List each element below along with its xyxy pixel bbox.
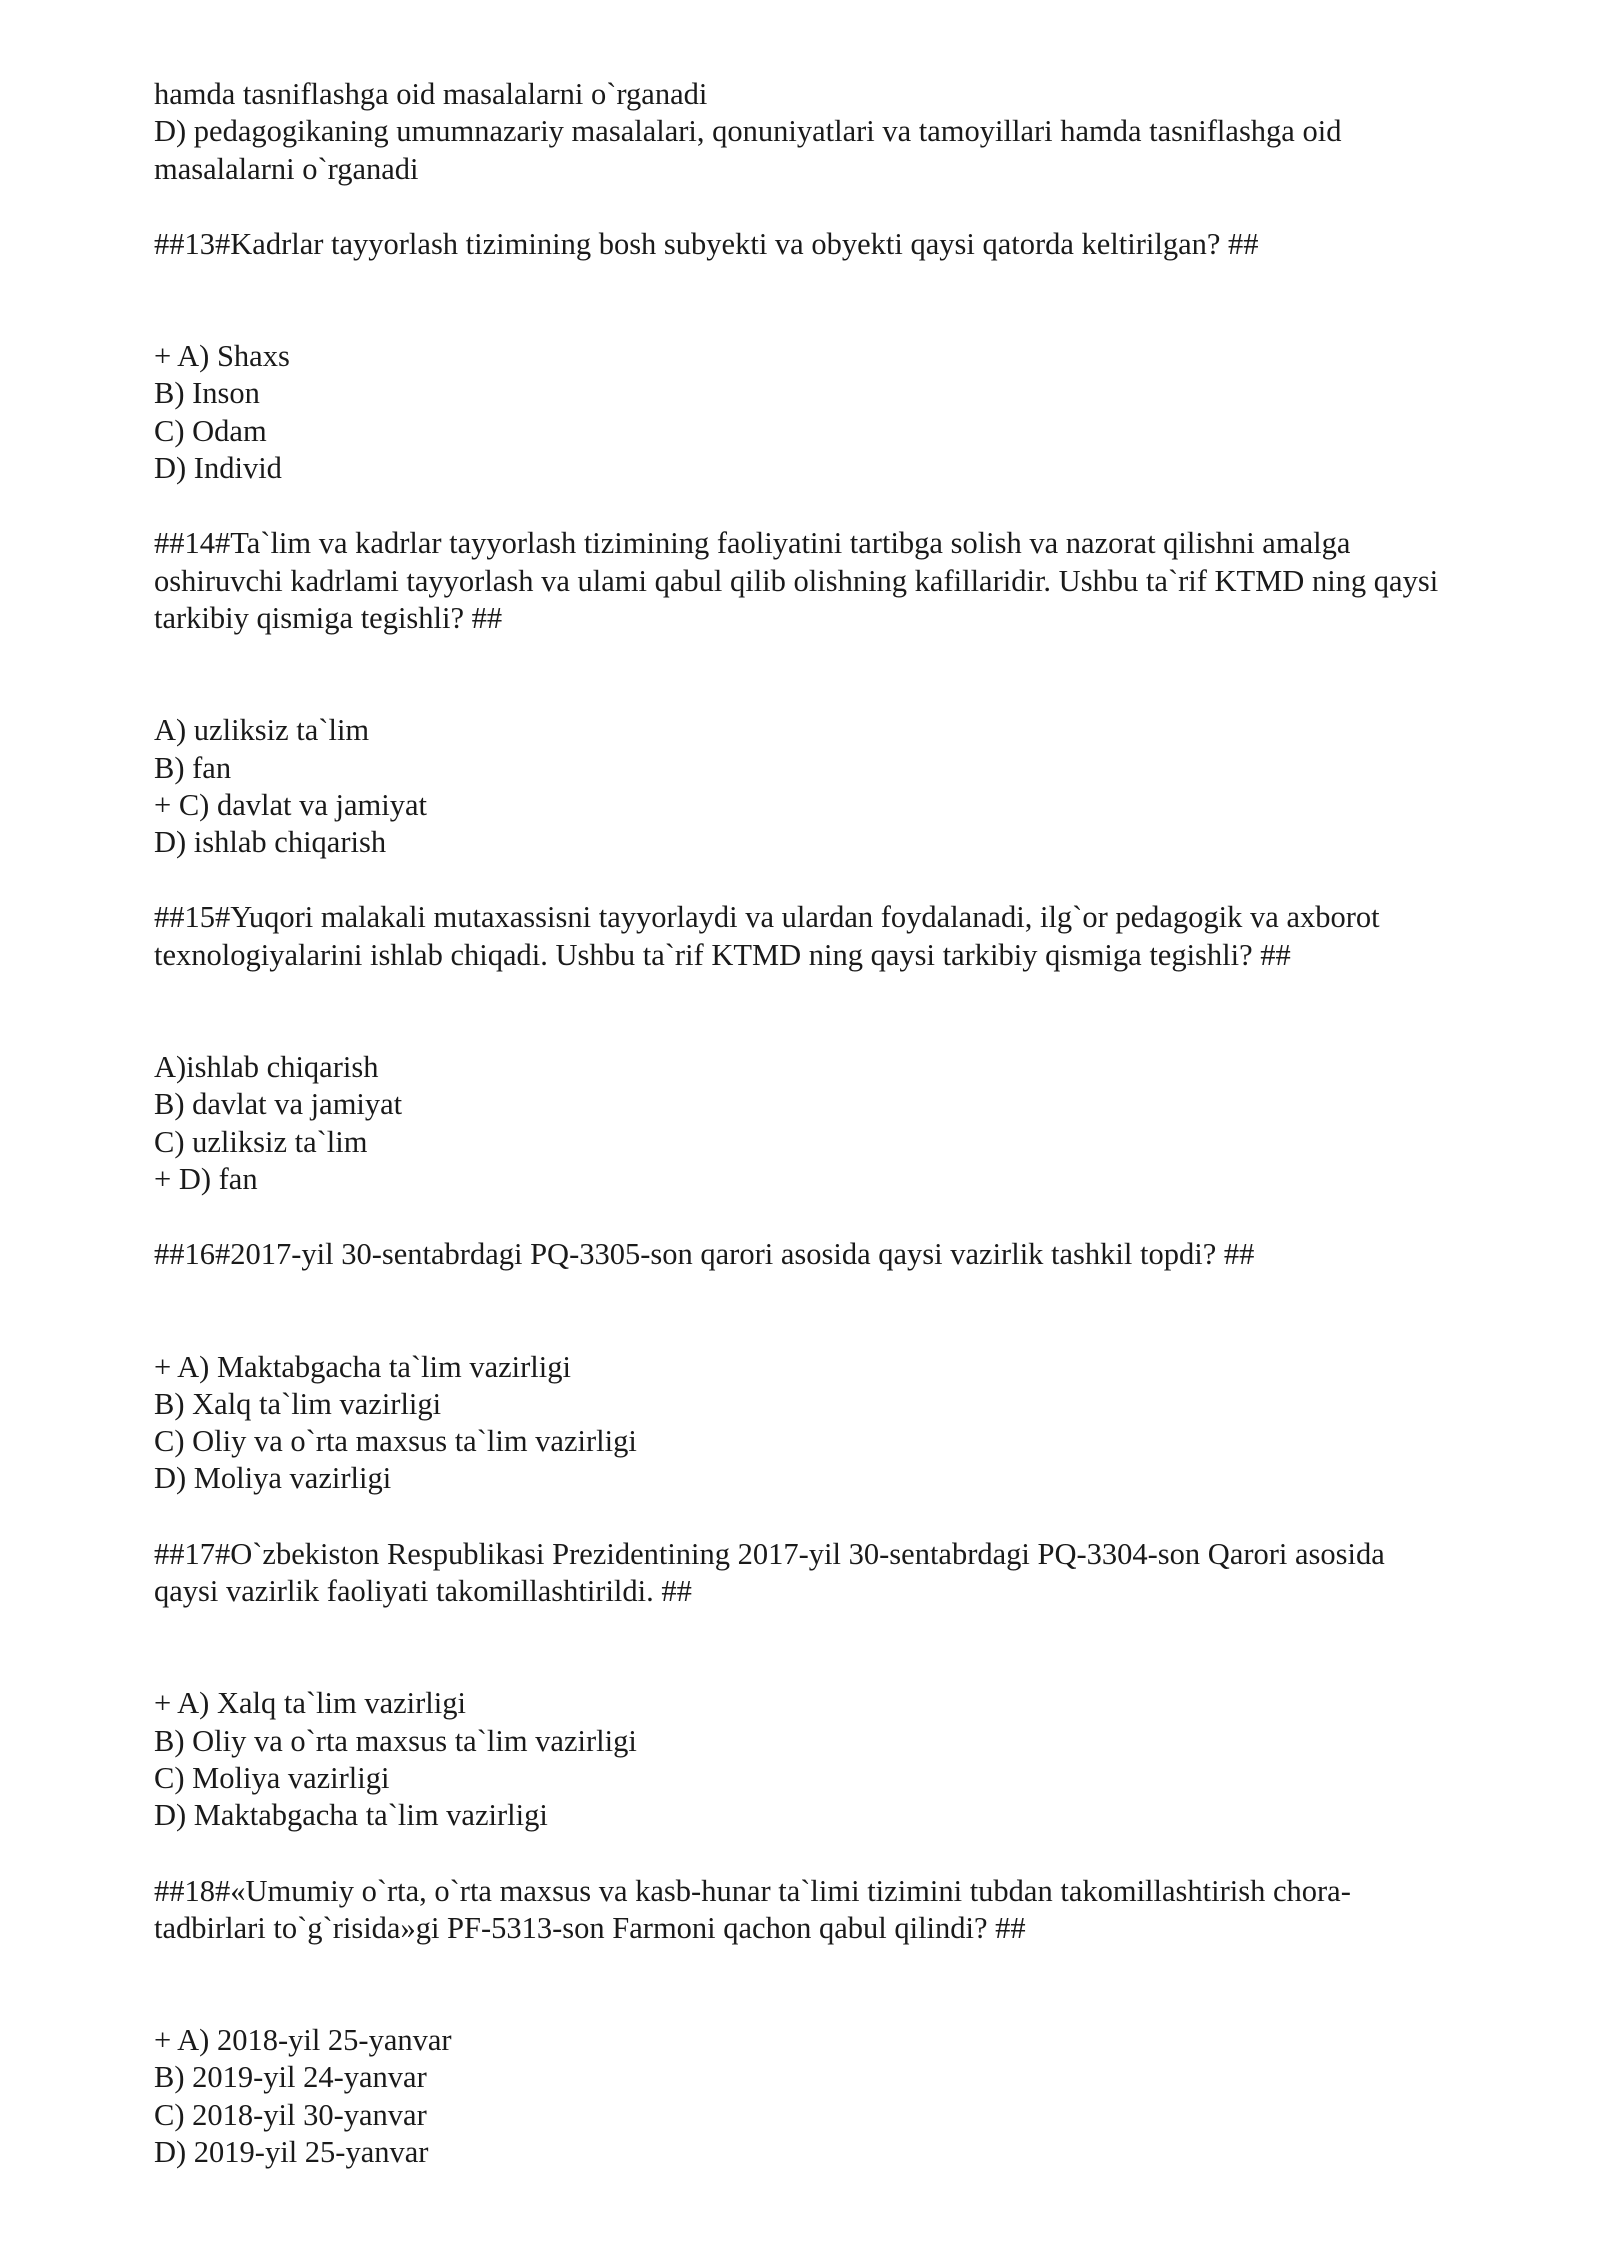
question-13 (154, 226, 1534, 487)
question-text: tadbirlari to`g`risida»gi PF-5313-son Farmoni qachon qabul qilindi? ## (154, 1910, 1026, 1945)
question-18 (154, 1873, 1534, 2172)
answer-option: C) Oliy va o`rta maxsus ta`lim vazirligi (154, 1424, 637, 1459)
text-line: hamda tasniflashga oid masalalarni o`rganadi (154, 77, 708, 111)
answer-option: B) Oliy va o`rta maxsus ta`lim vazirligi (154, 1723, 637, 1758)
answer-option: B) Xalq ta`lim vazirligi (154, 1386, 442, 1421)
answer-option: + C) davlat va jamiyat (154, 787, 427, 822)
question-16 (154, 1236, 1534, 1497)
document-page (154, 76, 1534, 2171)
intro-block (154, 76, 1534, 188)
question-text: texnologiyalarini ishlab chiqadi. Ushbu ta`rif KTMD ning qaysi tarkibiy qismiga tegishli? ## (154, 937, 1291, 972)
answer-option: B) davlat va jamiyat (154, 1087, 403, 1122)
answer-option: D) Moliya vazirligi (154, 1461, 392, 1496)
answer-option: B) 2019-yil 24-yanvar (154, 2060, 427, 2095)
text-line: D) pedagogikaning umumnazariy masalalari, qonuniyatlari va tamoyillari hamda tasniflashga oid (154, 114, 1342, 149)
answer-option: A) uzliksiz ta`lim (154, 713, 370, 748)
question-text: ##13#Kadrlar tayyorlash tizimining bosh subyekti va obyekti qaysi qatorda keltirilgan? ## (154, 226, 1259, 261)
question-14 (154, 525, 1534, 861)
question-text: ##15#Yuqori malakali mutaxassisni tayyorlaydi va ulardan foydalanadi, ilg`or pedagogik va axborot (154, 900, 1380, 935)
answer-option: C) 2018-yil 30-yanvar (154, 2097, 427, 2132)
answer-option: D) ishlab chiqarish (154, 825, 387, 860)
question-text: ##14#Ta`lim va kadrlar tayyorlash tizimining faoliyatini tartibga solish va nazorat qilishni amalga (154, 526, 1351, 561)
text-line: masalalarni o`rganadi (154, 151, 419, 186)
question-text: ##16#2017-yil 30-sentabrdagi PQ-3305-son qarori asosida qaysi vazirlik tashkil topdi? ## (154, 1237, 1255, 1272)
answer-option: + A) Shaxs (154, 339, 290, 374)
answer-option: D) Maktabgacha ta`lim vazirligi (154, 1798, 548, 1833)
question-15 (154, 899, 1534, 1198)
answer-option: B) fan (154, 750, 232, 785)
answer-option: + D) fan (154, 1161, 258, 1196)
answer-option: C) uzliksiz ta`lim (154, 1124, 368, 1159)
question-text: qaysi vazirlik faoliyati takomillashtirildi. ## (154, 1574, 692, 1609)
answer-option: + A) Maktabgacha ta`lim vazirligi (154, 1349, 571, 1384)
answer-option: + A) 2018-yil 25-yanvar (154, 2023, 452, 2058)
question-17 (154, 1536, 1534, 1835)
answer-option: C) Odam (154, 413, 267, 448)
answer-option: D) 2019-yil 25-yanvar (154, 2134, 429, 2169)
answer-option: A)ishlab chiqarish (154, 1050, 379, 1085)
answer-option: D) Individ (154, 451, 282, 486)
question-text: oshiruvchi kadrlami tayyorlash va ulami qabul qilib olishning kafillaridir. Ushbu ta`rif KTMD ning qaysi (154, 563, 1439, 598)
question-text: tarkibiy qismiga tegishli? ## (154, 600, 503, 635)
answer-option: + A) Xalq ta`lim vazirligi (154, 1686, 466, 1721)
answer-option: B) Inson (154, 376, 260, 411)
answer-option: C) Moliya vazirligi (154, 1760, 390, 1795)
question-text: ##17#O`zbekiston Respublikasi Prezidentining 2017-yil 30-sentabrdagi PQ-3304-son Qarori asosida (154, 1536, 1385, 1571)
question-text: ##18#«Umumiy o`rta, o`rta maxsus va kasb-hunar ta`limi tizimini tubdan takomillashtirish chora- (154, 1873, 1351, 1908)
